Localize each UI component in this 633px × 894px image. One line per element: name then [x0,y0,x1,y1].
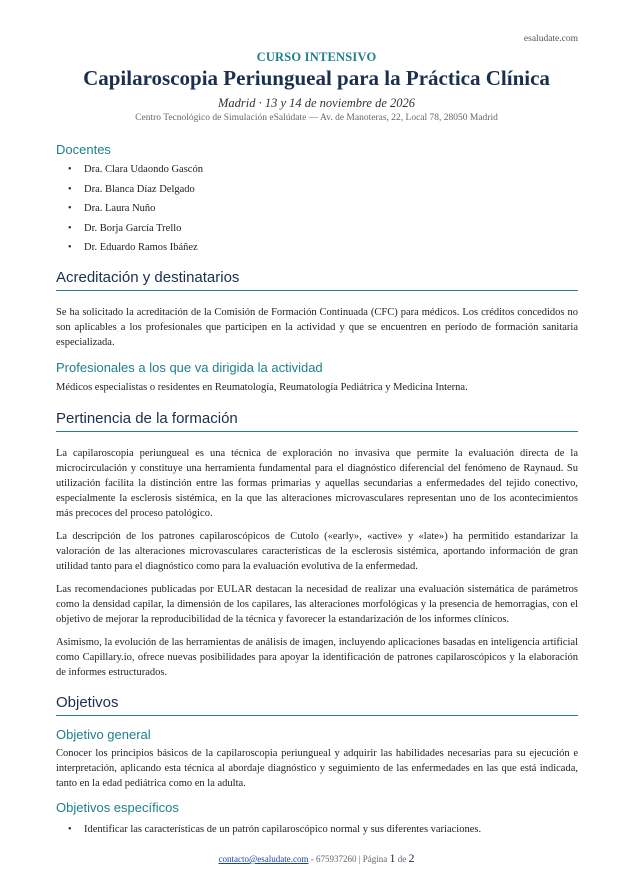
acreditacion-text: Se ha solicitado la acreditación de la Comisión de Formación Continuada (CFC) para médicos. Los créditos concedidos no son aplicables a los profesionales que participen en la actividad y que se encuentren en período de formación sanitaria especializada. [56,307,578,348]
docente-item: • Dra. Laura Nuño [56,201,578,216]
objetivos-especificos-list [56,822,578,837]
course-venue: Centro Tecnológico de Simulación eSalúdate — Av. de Manoteras, 22, Local 78, 28050 Madrid [135,113,498,123]
destinatarios-heading: Profesionales a los que va dirigida la actividad [56,360,323,375]
pertinencia-paragraph: La capilaroscopia periungueal es una técnica de exploración no invasiva que permite la evaluación directa de la microcirculación y constituye una herramienta fundamental para el diagnóstico diferencial del fenómeno de Raynaud. Su utilización facilita la distinción entre las formas primarias y aquellas secundarias a enfermedades del tejido conectivo, especialmente la esclerosis sistémica, en la que las alteraciones microvasculares representan uno de los acontecimientos más precoces del proceso patológico. [56,448,578,519]
page-current: 1 [389,851,396,865]
pertinencia-heading: Pertinencia de la formación [56,410,578,432]
page-of: de [397,854,407,864]
docente-item: • Dra. Blanca Díaz Delgado [56,182,578,197]
objetivo-general-text: Conocer los principios básicos de la capilaroscopia periungueal y adquirir las habilidades necesarias para su ejecución e interpretación, aplicando esta técnica al abordaje diagnóstico y seguimiento de las enfermedades en las que está indicada, tanto en la edad pediátrica como en la adulta. [56,748,578,789]
docente-item: • Dr. Borja García Trello [56,221,578,236]
course-date: Madrid · 13 y 14 de noviembre de 2026 [217,96,416,110]
objetivos-especificos-heading: Objetivos específicos [56,800,179,815]
course-type: CURSO INTENSIVO [256,50,377,64]
objetivos-heading: Objetivos [56,694,578,716]
docente-item: • Dr. Eduardo Ramos Ibáñez [56,240,578,255]
site-label: esaludate.com [523,34,578,44]
page-footer [0,851,633,866]
objetivo-item: • Identificar las características de un patrón capilaroscópico normal y sus diferentes variaciones. [56,822,578,837]
destinatarios-text: Médicos especialistas o residentes en Reumatología, Reumatología Pediátrica y Medicina Interna. [56,382,468,393]
pertinencia-paragraph: Las recomendaciones publicadas por EULAR destacan la necesidad de realizar una evaluación sistemática de parámetros como la densidad capilar, la dimensión de los capilares, las alteraciones morfológicas y la presencia de hemorragias, con el objetivo de mejorar la reproducibilidad de la técnica y favorecer la estandarización de los informes clínicos. [56,584,578,625]
docente-item: • Dra. Clara Udaondo Gascón [56,162,578,177]
docentes-heading: Docentes [56,142,111,157]
docentes-list [56,162,578,255]
acreditacion-heading: Acreditación y destinatarios [56,269,578,291]
pertinencia-paragraph: Asimismo, la evolución de las herramientas de análisis de imagen, incluyendo aplicaciones basadas en inteligencia artificial como Capillary.io, ofrece nuevas posibilidades para apoyar la identificación de patrones capilaroscópicos y la elaboración de informes estructurados. [56,637,578,678]
page-total: 2 [408,851,415,865]
contact-phone: - 675937260 [310,854,357,864]
document-body [56,140,578,837]
contact-email-link[interactable]: contacto@esaludate.com [218,854,309,864]
page-title: Capilaroscopia Periungueal para la Práctica Clínica [83,66,550,90]
objetivo-general-heading: Objetivo general [56,727,151,742]
page-label: | Página [358,854,388,864]
pertinencia-paragraph: La descripción de los patrones capilaroscópicos de Cutolo («early», «active» y «late») ha permitido estandarizar la valoración de las alteraciones microvasculares características de la esclerosis sistémica, aportando información de gran utilidad tanto para el diagnóstico como para la evaluación evolutiva de la enfermedad. [56,531,578,572]
